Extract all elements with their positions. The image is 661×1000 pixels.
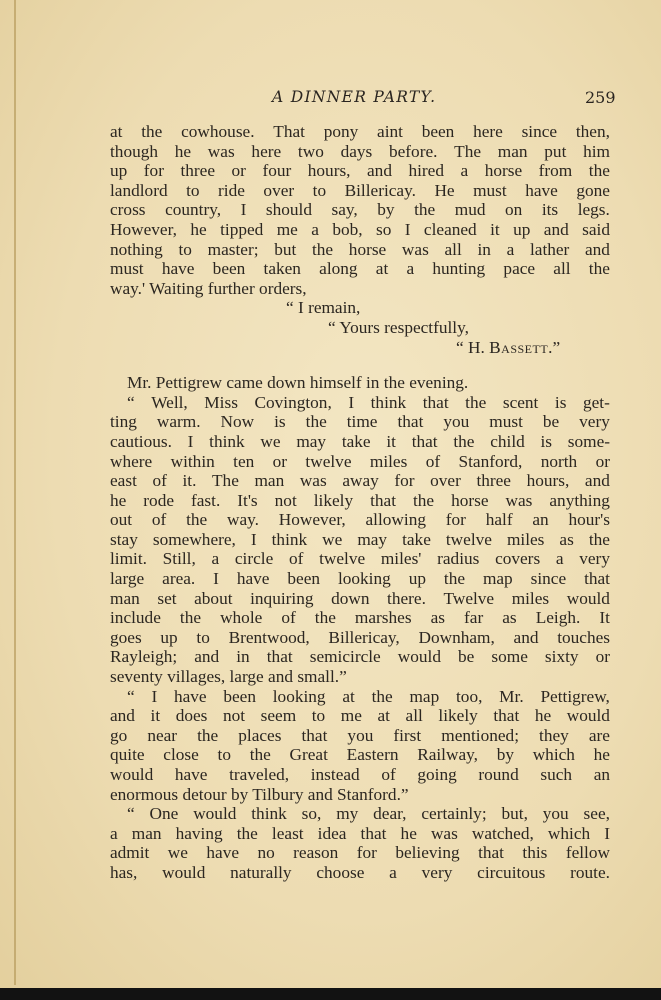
text-line: at the cowhouse. That pony aint been here since then, [110, 122, 610, 141]
text-line: Rayleigh; and in that semicircle would be some sixty or [110, 647, 610, 667]
paragraph-pettigrew-response [110, 804, 610, 882]
text-line: limit. Still, a circle of twelve miles' radius covers a very [110, 549, 610, 569]
text-line: “ I have been looking at the map too, Mr. Pettigrew, [127, 686, 610, 706]
text-line: nothing to master; but the horse was all in a lather and [110, 239, 610, 259]
signature-line-respectfully: “ Yours respectfully, [328, 317, 469, 337]
signature-line-name [110, 338, 610, 358]
running-head: A DINNER PARTY. [272, 88, 437, 106]
text-line: cross country, I should say, by the mud on its legs. [110, 200, 610, 220]
text-line: quite close to the Great Eastern Railway, by which he [110, 745, 610, 765]
signature-name: Bassett [489, 337, 549, 357]
paragraph-pettigrew-arrives [110, 373, 610, 393]
text-line: “ One would think so, my dear, certainly; but, you see, [127, 804, 610, 824]
text-line: must have been taken along at a hunting pace all the [110, 259, 610, 279]
text-line: Mr. Pettigrew came down himself in the evening. [127, 373, 469, 393]
text-line: east of it. The man was away for over three hours, and [110, 471, 610, 491]
paragraph-letter-end [110, 122, 610, 298]
scan-bottom-edge [0, 988, 661, 1000]
text-line: seventy villages, large and small.” [110, 667, 347, 687]
text-line: has, would naturally choose a very circuitous route. [110, 862, 610, 882]
signature-line-remain: “ I remain, [286, 298, 361, 318]
text-line: goes up to Brentwood, Billericay, Downham, and touches [110, 627, 610, 647]
page-header [0, 86, 661, 110]
page-number: 259 [585, 88, 616, 107]
paragraph-gap [110, 357, 610, 373]
text-line: a man having the least idea that he was watched, which I [110, 823, 610, 843]
letter-signature [110, 298, 610, 357]
text-line: ting warm. Now is the time that you must be very [110, 412, 610, 432]
text-line: cautious. I think we may take it that the child is some- [110, 431, 610, 451]
text-line: landlord to ride over to Billericay. He must have gone [110, 180, 610, 200]
text-line: where within ten or twelve miles of Stanford, north or [110, 451, 610, 471]
text-line: include the whole of the marshes as far as Leigh. It [110, 608, 610, 628]
paragraph-pettigrew-speech [110, 393, 610, 687]
text-line: admit we have no reason for believing that this fellow [110, 843, 610, 863]
text-line: go near the places that you first mentioned; they are [110, 725, 610, 745]
text-line: enormous detour by Tilbury and Stanford.” [110, 784, 409, 804]
body-text [110, 122, 610, 883]
text-line: way.' Waiting further orders, [110, 278, 307, 298]
text-line: out of the way. However, allowing for half an hour's [110, 510, 610, 530]
text-line: he rode fast. It's not likely that the horse was anything [110, 490, 610, 510]
signature-suffix: .” [548, 337, 561, 357]
text-line: up for three or four hours, and hired a horse from the [110, 161, 610, 181]
text-line: stay somewhere, I think we may take twelve miles as the [110, 529, 610, 549]
text-line: would have traveled, instead of going round such an [110, 765, 610, 784]
text-line: However, he tipped me a bob, so I cleaned it up and said [110, 219, 610, 239]
paragraph-covington-reply [110, 687, 610, 805]
page-gutter-edge [14, 0, 16, 985]
text-line: and it does not seem to me at all likely that he would [110, 706, 610, 726]
text-line: though he was here two days before. The man put him [110, 141, 610, 161]
text-line: large area. I have been looking up the map since that [110, 569, 610, 589]
signature-prefix: “ H. [456, 337, 490, 357]
text-line: man set about inquiring down there. Twelve miles would [110, 588, 610, 608]
text-line: “ Well, Miss Covington, I think that the scent is get- [127, 392, 610, 412]
